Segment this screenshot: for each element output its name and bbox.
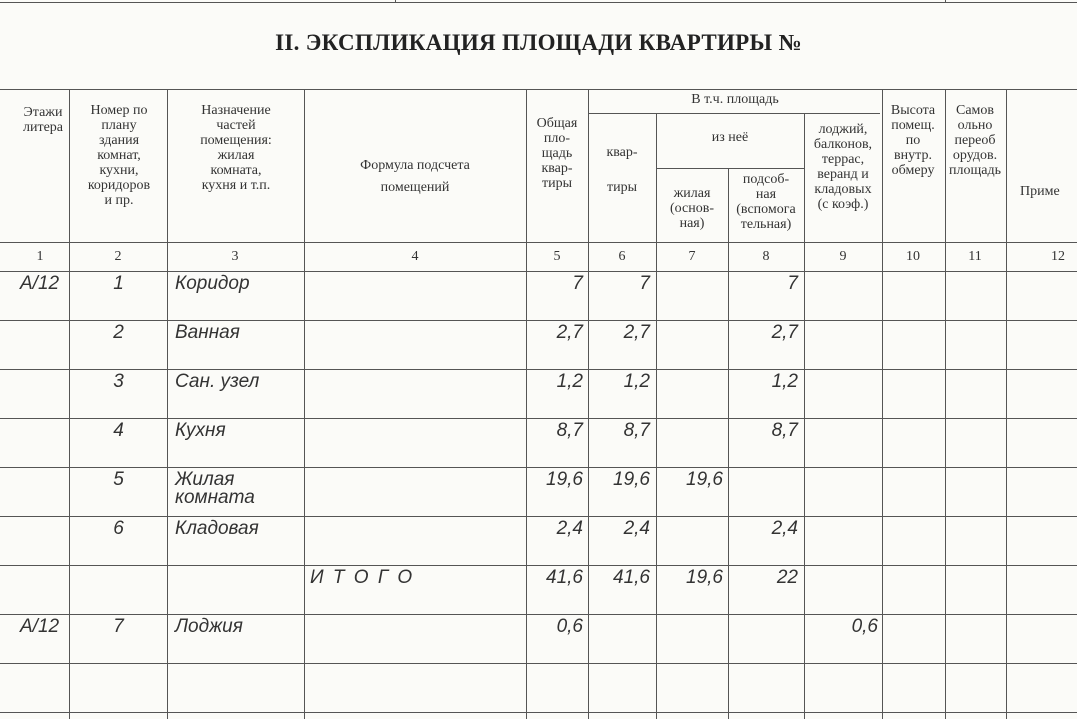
cell-auxiliary-area: 2,7 <box>771 322 798 343</box>
header-living: жилая (основ- ная) <box>670 186 714 231</box>
grid-line-vertical <box>945 89 946 719</box>
header-floor-litera: Этажи литера <box>22 105 64 135</box>
header-unauthorized: Самов ольно переоб орудов. площадь <box>949 103 1001 178</box>
grid-line-horizontal <box>0 320 1077 321</box>
cell-living-area: 19,6 <box>686 469 723 490</box>
cell-room-name: Сан. узел <box>175 371 260 392</box>
grid-line-horizontal <box>0 271 1077 272</box>
column-number: 8 <box>762 249 770 264</box>
column-number: 9 <box>839 249 847 264</box>
cell-total-area: 8,7 <box>556 420 583 441</box>
cell-apartment-area: 41,6 <box>613 567 650 588</box>
cell-litera: А/12 <box>20 273 60 294</box>
cell-formula: И Т О Г О <box>310 567 415 588</box>
cell-loggia-area: 0,6 <box>851 616 878 637</box>
grid-line-horizontal <box>0 418 1077 419</box>
header-total-area: Общая пло- щадь квар- тиры <box>536 116 578 191</box>
grid-line-horizontal <box>0 369 1077 370</box>
grid-line-horizontal <box>0 89 1077 90</box>
cell-apartment-area: 19,6 <box>613 469 650 490</box>
cell-auxiliary-area: 2,4 <box>771 518 798 539</box>
grid-line-horizontal <box>0 663 1077 664</box>
header-apartment-top: квар- <box>606 145 638 160</box>
column-number: 5 <box>553 249 561 264</box>
cell-room-name: Жилая комната <box>175 469 255 508</box>
cell-total-area: 19,6 <box>546 469 583 490</box>
cell-apartment-area: 1,2 <box>623 371 650 392</box>
grid-line-horizontal <box>656 168 804 169</box>
cell-room-number: 2 <box>113 322 124 343</box>
column-number: 1 <box>36 249 44 264</box>
cell-room-name: Коридор <box>175 273 250 294</box>
cell-room-number: 4 <box>113 420 124 441</box>
header-notes: Приме <box>1020 184 1060 199</box>
grid-line-horizontal <box>0 565 1077 566</box>
grid-line-horizontal <box>588 113 880 114</box>
grid-line-horizontal <box>0 516 1077 517</box>
column-number: 11 <box>968 249 982 264</box>
cell-auxiliary-area: 8,7 <box>771 420 798 441</box>
cell-apartment-area: 8,7 <box>623 420 650 441</box>
cell-apartment-area: 2,4 <box>623 518 650 539</box>
cell-living-area: 19,6 <box>686 567 723 588</box>
cell-room-number: 3 <box>113 371 124 392</box>
column-number: 12 <box>1051 249 1065 264</box>
cell-auxiliary-area: 22 <box>776 567 798 588</box>
grid-line-horizontal <box>0 467 1077 468</box>
header-plan-number: Номер по плану здания комнат, кухни, коридоров и пр. <box>87 103 151 208</box>
cell-total-area: 41,6 <box>546 567 583 588</box>
header-including-area: В т.ч. площадь <box>691 92 779 107</box>
column-number: 4 <box>411 249 419 264</box>
page-title: II. ЭКСПЛИКАЦИЯ ПЛОЩАДИ КВАРТИРЫ № <box>275 30 802 55</box>
cell-total-area: 0,6 <box>556 616 583 637</box>
cell-total-area: 2,7 <box>556 322 583 343</box>
header-height: Высота помещ. по внутр. обмеру <box>890 103 936 178</box>
header-purpose: Назначение частей помещения: жилая комната, кухня и т.п. <box>200 103 272 193</box>
header-of-which: из неё <box>711 130 749 145</box>
column-number: 6 <box>618 249 626 264</box>
header-formula: Формула подсчета помещений <box>360 158 470 195</box>
cell-room-name: Кладовая <box>175 518 259 539</box>
cell-total-area: 1,2 <box>556 371 583 392</box>
cell-auxiliary-area: 7 <box>787 273 798 294</box>
cell-total-area: 2,4 <box>556 518 583 539</box>
cell-room-name: Лоджия <box>175 616 243 637</box>
grid-line-vertical <box>395 0 396 3</box>
column-number: 3 <box>231 249 239 264</box>
cell-auxiliary-area: 1,2 <box>771 371 798 392</box>
grid-line-horizontal <box>0 2 1077 3</box>
cell-room-number: 6 <box>113 518 124 539</box>
column-number: 7 <box>688 249 696 264</box>
cell-room-name: Кухня <box>175 420 226 441</box>
grid-line-horizontal <box>0 242 1077 243</box>
column-number: 10 <box>906 249 920 264</box>
cell-total-area: 7 <box>572 273 583 294</box>
cell-apartment-area: 2,7 <box>623 322 650 343</box>
grid-line-vertical <box>945 0 946 3</box>
cell-apartment-area: 7 <box>639 273 650 294</box>
grid-line-vertical <box>882 89 883 719</box>
grid-line-vertical <box>728 168 729 719</box>
cell-room-number: 1 <box>113 273 124 294</box>
cell-litera: А/12 <box>20 616 60 637</box>
header-auxiliary: подсоб- ная (вспомога тельная) <box>736 172 796 232</box>
cell-room-number: 5 <box>113 469 124 490</box>
cell-room-number: 7 <box>113 616 124 637</box>
grid-line-horizontal <box>0 614 1077 615</box>
column-number: 2 <box>114 249 122 264</box>
header-apartment-bottom: тиры <box>606 180 638 195</box>
header-loggias: лоджий, балконов, террас, веранд и кладовых (с коэф.) <box>813 122 873 212</box>
grid-line-vertical <box>1006 89 1007 719</box>
grid-line-horizontal <box>0 712 1077 713</box>
cell-room-name: Ванная <box>175 322 240 343</box>
